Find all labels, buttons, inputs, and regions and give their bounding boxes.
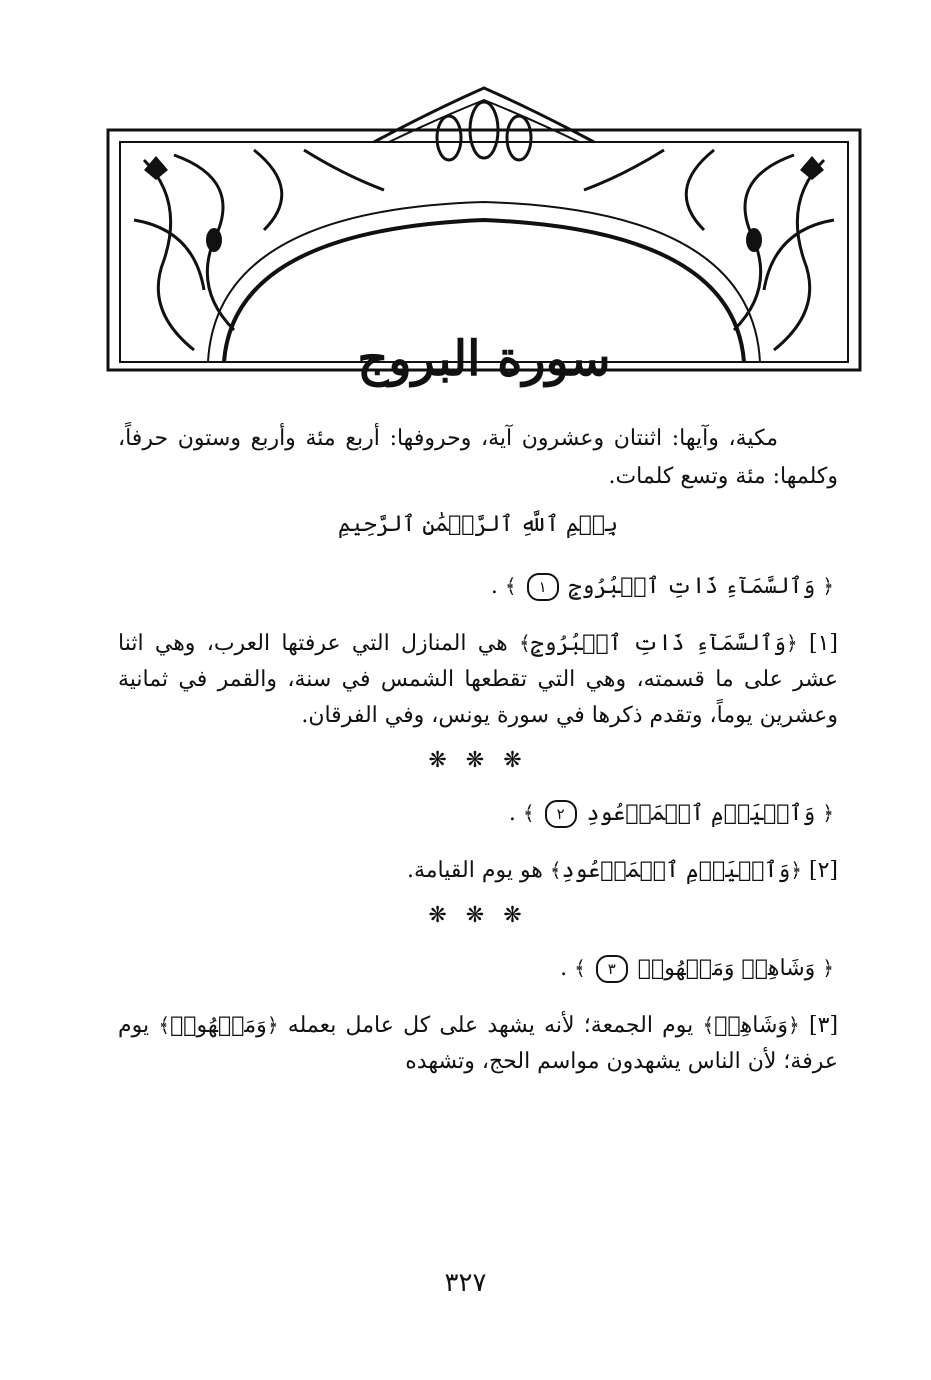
surah-header-frame [104,80,864,387]
intro-line-1: مكية، وآيها: اثنتان وعشرون آية، وحروفها: أربع مئة وأربع وستون [177,426,779,451]
explanation-2 [118,852,838,889]
explanation-text: هو يوم القيامة. [406,858,543,883]
intro-paragraph [118,420,838,496]
section-separator: ❋ ❋ ❋ [428,748,528,773]
ornament-close: ﴾ [158,1013,171,1037]
explanation-3 [118,1007,838,1080]
explanation-1 [118,625,838,734]
explanation-text-2: يوم عرفة؛ لأن الناس يشهدون مواسم الحج، وتشهده [118,1013,838,1074]
verse-text: وَٱلسَّمَآءِ ذَاتِ ٱلۡبُرُوجِ [568,574,816,599]
ornament-open: ﴿ [266,1013,279,1037]
explanation-text: هي المنازل التي عرفتها العرب، وهي اثنا عشر على ما قسمته، وهي التي تقطعها الشمس في سنة، والقمر في ثمانية وعشرين يوماً، وتقدم ذكرها في سورة يونس، وفي الفرقان. [118,631,838,728]
page-number: ٣٢٧ [444,1268,487,1298]
ornament-open: ﴿ [822,574,834,598]
ornament-open: ﴿ [788,1013,800,1037]
verse-1: ﴿ وَٱلسَّمَآءِ ذَاتِ ٱلۡبُرُوجِ ١ ﴾ . [490,574,834,599]
explanation-text: يوم الجمعة؛ لأنه يشهد على كل عامل بعمله [287,1013,694,1038]
verse-number-marker: ١ [527,573,559,601]
explanation-quote: وَشَاهِدٖ [714,1013,789,1038]
ornament-open: ﴿ [785,631,798,655]
verse-2: ﴿ وَٱلۡيَوۡمِ ٱلۡمَوۡعُودِ ٢ ﴾ . [508,801,834,826]
explanation-label: [٣] [809,1013,839,1038]
verse-text: وَشَاهِدٖ وَمَشۡهُودٖ [637,956,816,981]
verse-3: ﴿ وَشَاهِدٖ وَمَشۡهُودٖ ٣ ﴾ . [560,956,834,981]
ornament-close: ﴾ [522,801,535,825]
basmala: بِسۡمِ ٱللَّهِ ٱلرَّحۡمَٰنِ ٱلرَّحِيمِ [337,512,619,537]
ornament-close: ﴾ [574,956,586,980]
ornament-close: ﴾ [504,574,517,598]
explanation-label: [١] [808,631,838,656]
explanation-quote: وَٱلۡيَوۡمِ ٱلۡمَوۡعُودِ [561,858,791,883]
verse-number-marker: ٢ [545,800,577,828]
explanation-label: [٢] [808,858,838,883]
page-content [118,420,838,1080]
section-separator: ❋ ❋ ❋ [428,903,528,928]
surah-title: سورة البروج [357,331,611,387]
verse-text: وَٱلۡيَوۡمِ ٱلۡمَوۡعُودِ [586,801,816,826]
ornament-open: ﴿ [790,858,802,882]
ornament-close: ﴾ [519,631,531,655]
intro-line-2: حرفاً، وكلمها: مئة وتسع كلمات. [118,426,838,489]
explanation-quote-2: وَمَشۡهُودٖ [170,1013,267,1038]
ornament-open: ﴿ [822,956,834,980]
explanation-quote: وَٱلسَّمَآءِ ذَاتِ ٱلۡبُرُوجِ [530,631,786,656]
verse-number-marker: ٣ [596,955,628,983]
ornament-close: ﴾ [702,1013,715,1037]
ornament-open: ﴿ [822,801,834,825]
ornament-close: ﴾ [549,858,562,882]
